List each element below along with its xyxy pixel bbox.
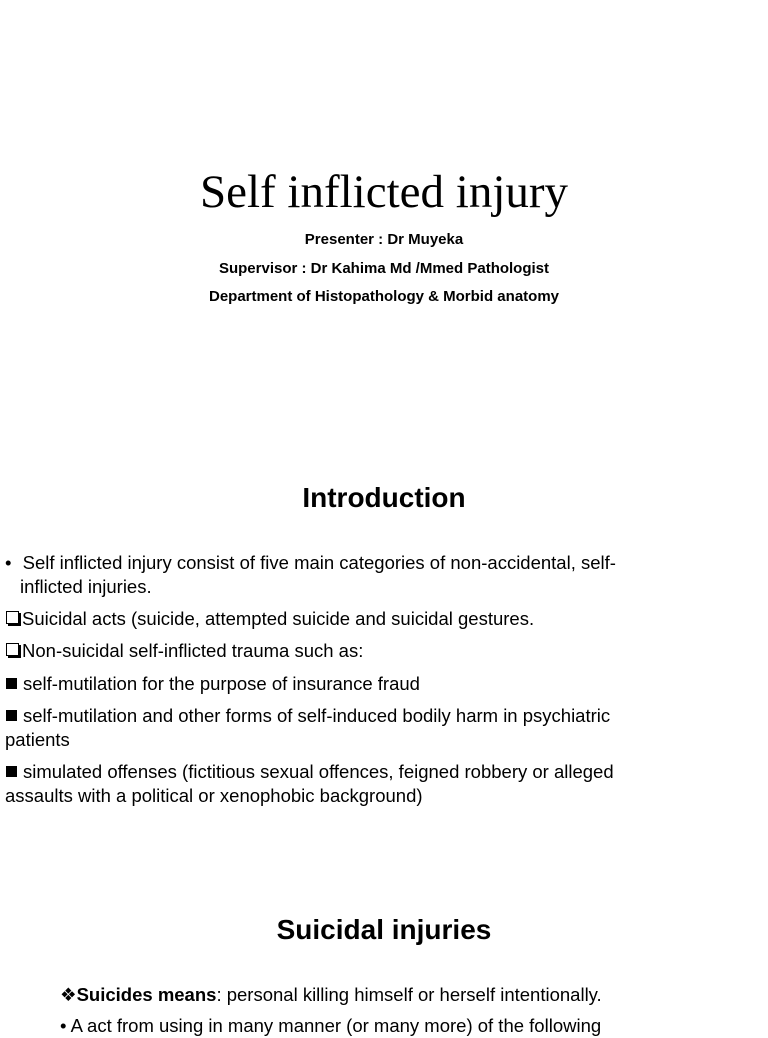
diamond-bullet-icon: ❖ (60, 984, 77, 1005)
bullet-icon: • (5, 552, 12, 573)
suicides-means-line (60, 983, 602, 1007)
non-suicidal-text: Non-suicidal self-inflicted trauma such as: (22, 640, 364, 661)
suicides-means-label: Suicides means (76, 984, 217, 1005)
list-item-psychiatric (5, 704, 610, 728)
cut-off-line: • A act from using in many manner (or many more) of the following (60, 1015, 602, 1036)
suicidal-injuries-heading: Suicidal injuries (276, 914, 492, 945)
supervisor-text: Supervisor : Dr Kahima Md /Mmed Pathologist (218, 260, 550, 277)
square-bullet-icon (6, 678, 17, 689)
slide-title: Self inflicted injury (199, 166, 569, 218)
suicides-means-text: : personal killing himself or herself intentionally. (216, 984, 602, 1005)
checkbox-square-icon (6, 611, 19, 624)
intro-bullet-line-1 (5, 551, 616, 575)
non-suicidal-item (5, 639, 363, 663)
suicidal-acts-text: Suicidal acts (suicide, attempted suicide and suicidal gestures. (22, 608, 535, 629)
department-text: Department of Histopathology & Morbid anatomy (208, 288, 559, 305)
list-item-simulated-offenses (5, 760, 614, 784)
presenter-text: Presenter : Dr Muyeka (304, 231, 464, 248)
list-item-text: self-mutilation and other forms of self-induced bodily harm in psychiatric (23, 705, 611, 726)
list-item-psychiatric-cont: patients (5, 729, 70, 750)
list-item-simulated-offenses-cont: assaults with a political or xenophobic background) (5, 785, 423, 806)
intro-text-1: Self inflicted injury consist of five main categories of non-accidental, self- (22, 552, 616, 573)
square-bullet-icon (6, 710, 17, 721)
list-item-text: self-mutilation for the purpose of insurance fraud (23, 673, 420, 694)
list-item-insurance-fraud (5, 672, 420, 696)
introduction-heading: Introduction (302, 482, 466, 513)
suicidal-acts-item (5, 607, 534, 631)
intro-bullet-line-2: inflicted injuries. (20, 576, 152, 597)
checkbox-square-icon (6, 643, 19, 656)
list-item-text: simulated offenses (fictitious sexual offences, feigned robbery or alleged (23, 761, 614, 782)
square-bullet-icon (6, 766, 17, 777)
